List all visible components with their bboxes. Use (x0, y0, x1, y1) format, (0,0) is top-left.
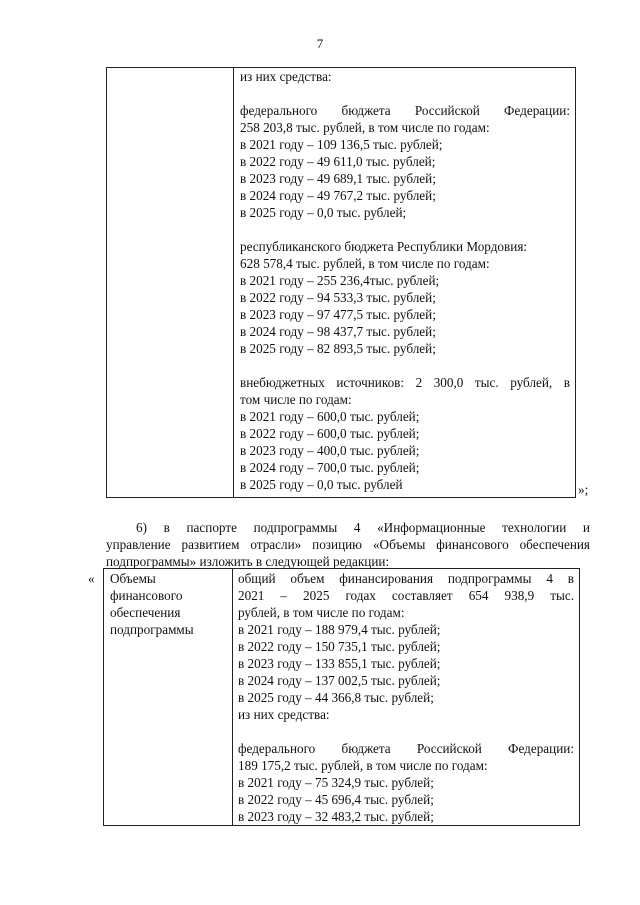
table-line: 2021 – 2025 годах составляет 654 938,9 тыс. (238, 588, 574, 603)
paragraph-line: управление развитием отрасли» позицию «Объемы финансового обеспечения (106, 537, 590, 552)
closing-quote-mark: »; (578, 482, 589, 497)
table-line: в 2021 году – 600,0 тыс. рублей; (240, 409, 420, 424)
table-line: в 2022 году – 49 611,0 тыс. рублей; (240, 154, 436, 169)
table-line: в 2023 году – 133 855,1 тыс. рублей; (238, 656, 441, 671)
table-line: в 2022 году – 600,0 тыс. рублей; (240, 426, 420, 441)
label-line: финансового (110, 588, 183, 603)
table-line: общий объем финансирования подпрограммы 4 в (238, 571, 574, 586)
table-line: федерального бюджета Российской Федерации: (240, 103, 570, 118)
label-line: обеспечения (110, 605, 181, 620)
table-line: том числе по годам: (240, 392, 352, 407)
funding-table-continued (106, 67, 576, 498)
table-line: в 2025 году – 0,0 тыс. рублей (240, 477, 403, 492)
table-line: в 2023 году – 49 689,1 тыс. рублей; (240, 171, 436, 186)
page-number: 7 (316, 36, 324, 51)
table-line: 189 175,2 тыс. рублей, в том числе по годам: (238, 758, 488, 773)
table-line: в 2024 году – 700,0 тыс. рублей; (240, 460, 420, 475)
table-line: в 2024 году – 98 437,7 тыс. рублей; (240, 324, 436, 339)
table-line: в 2025 году – 0,0 тыс. рублей; (240, 205, 407, 220)
table-line: в 2022 году – 45 696,4 тыс. рублей; (238, 792, 434, 807)
table-line: в 2023 году – 400,0 тыс. рублей; (240, 443, 420, 458)
table-line: внебюджетных источников: 2 300,0 тыс. рублей, в (240, 375, 570, 390)
funding-table-subprogram-4 (103, 568, 580, 826)
table-line: в 2023 году – 97 477,5 тыс. рублей; (240, 307, 436, 322)
column-divider (233, 68, 234, 497)
table-line: 628 578,4 тыс. рублей, в том числе по годам: (240, 256, 490, 271)
table-line: в 2023 году – 32 483,2 тыс. рублей; (238, 809, 434, 824)
table-line: в 2024 году – 49 767,2 тыс. рублей; (240, 188, 436, 203)
opening-quote-mark: « (88, 571, 95, 586)
table-line: в 2025 году – 44 366,8 тыс. рублей; (238, 690, 434, 705)
paragraph-line: 6) в паспорте подпрограммы 4 «Информационные технологии и (136, 520, 590, 535)
label-line: подпрограммы (110, 622, 194, 637)
table-line: в 2025 году – 82 893,5 тыс. рублей; (240, 341, 436, 356)
table-line: в 2022 году – 94 533,3 тыс. рублей; (240, 290, 436, 305)
table-line: в 2021 году – 75 324,9 тыс. рублей; (238, 775, 434, 790)
table-line: в 2021 году – 109 136,5 тыс. рублей; (240, 137, 443, 152)
paragraph-line: подпрограммы» изложить в следующей редакции: (106, 554, 390, 569)
table-line: из них средства: (240, 69, 332, 84)
table-line: республиканского бюджета Республики Мордовия: (240, 239, 528, 254)
table-line: рублей, в том числе по годам: (238, 605, 405, 620)
table-line: в 2024 году – 137 002,5 тыс. рублей; (238, 673, 441, 688)
label-line: Объемы (110, 571, 156, 586)
column-divider (232, 569, 233, 825)
table-line: федерального бюджета Российской Федерации: (238, 741, 574, 756)
table-line: в 2022 году – 150 735,1 тыс. рублей; (238, 639, 441, 654)
table-line: в 2021 году – 188 979,4 тыс. рублей; (238, 622, 441, 637)
table-line: в 2021 году – 255 236,4тыс. рублей; (240, 273, 440, 288)
table-line: из них средства: (238, 707, 330, 722)
table-line: 258 203,8 тыс. рублей, в том числе по годам: (240, 120, 490, 135)
